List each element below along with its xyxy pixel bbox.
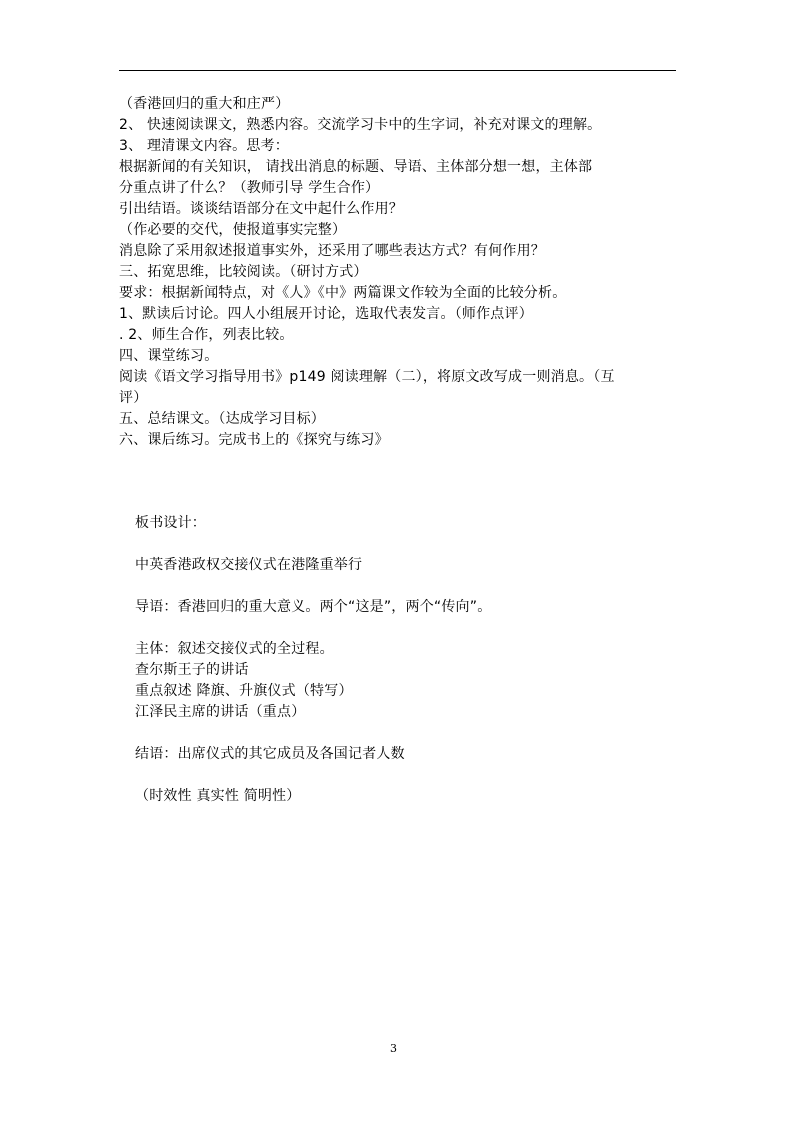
board-body-item: 查尔斯王子的讲话 bbox=[135, 662, 249, 678]
board-body-item: 重点叙述 降旗、升旗仪式（特写） bbox=[135, 683, 353, 699]
body-line: . 2、师生合作，列表比较。 bbox=[119, 327, 294, 343]
board-lead: 导语：香港回归的重大意义。两个“这是”，两个“传向”。 bbox=[135, 599, 492, 615]
body-line: 评） bbox=[119, 390, 148, 406]
board-heading: 板书设计： bbox=[135, 515, 206, 531]
header-rule bbox=[119, 70, 676, 71]
body-line: （作必要的交代，使报道事实完整） bbox=[119, 222, 347, 238]
body-line: 2、 快速阅读课文，熟悉内容。交流学习卡中的生字词，补充对课文的理解。 bbox=[119, 117, 602, 133]
body-line: 3、 理清课文内容。思考： bbox=[119, 138, 289, 154]
body-line: 六、课后练习。完成书上的《探究与练习》 bbox=[119, 432, 389, 448]
board-body-item: 江泽民主席的讲话（重点） bbox=[135, 704, 306, 720]
body-line: 1、默读后讨论。四人小组展开讨论，选取代表发言。（师作点评） bbox=[119, 306, 533, 322]
board-traits: （时效性 真实性 简明性） bbox=[135, 788, 301, 804]
body-line: 四、课堂练习。 bbox=[119, 348, 219, 364]
board-conclusion: 结语：出席仪式的其它成员及各国记者人数 bbox=[135, 746, 405, 762]
board-title: 中英香港政权交接仪式在港隆重举行 bbox=[135, 557, 363, 573]
body-line: 阅读《语文学习指导用书》p149 阅读理解（二），将原文改写成一则消息。（互 bbox=[119, 369, 615, 385]
body-line: 根据新闻的有关知识， 请找出消息的标题、导语、主体部分想一想，主体部 bbox=[119, 159, 593, 175]
body-line: 消息除了采用叙述报道事实外，还采用了哪些表达方式？有何作用？ bbox=[119, 243, 545, 259]
page-number: 3 bbox=[390, 1042, 397, 1055]
board-body-intro: 主体：叙述交接仪式的全过程。 bbox=[135, 641, 334, 657]
body-line: 三、拓宽思维，比较阅读。（研讨方式） bbox=[119, 264, 368, 280]
body-line: （香港回归的重大和庄严） bbox=[119, 96, 290, 112]
body-line: 引出结语。谈谈结语部分在文中起什么作用？ bbox=[119, 201, 403, 217]
body-line: 要求：根据新闻特点，对《人》《中》两篇课文作较为全面的比较分析。 bbox=[119, 285, 567, 301]
body-line: 分重点讲了什么？（教师引导 学生合作） bbox=[119, 180, 380, 196]
body-line: 五、总结课文。（达成学习目标） bbox=[119, 411, 325, 427]
